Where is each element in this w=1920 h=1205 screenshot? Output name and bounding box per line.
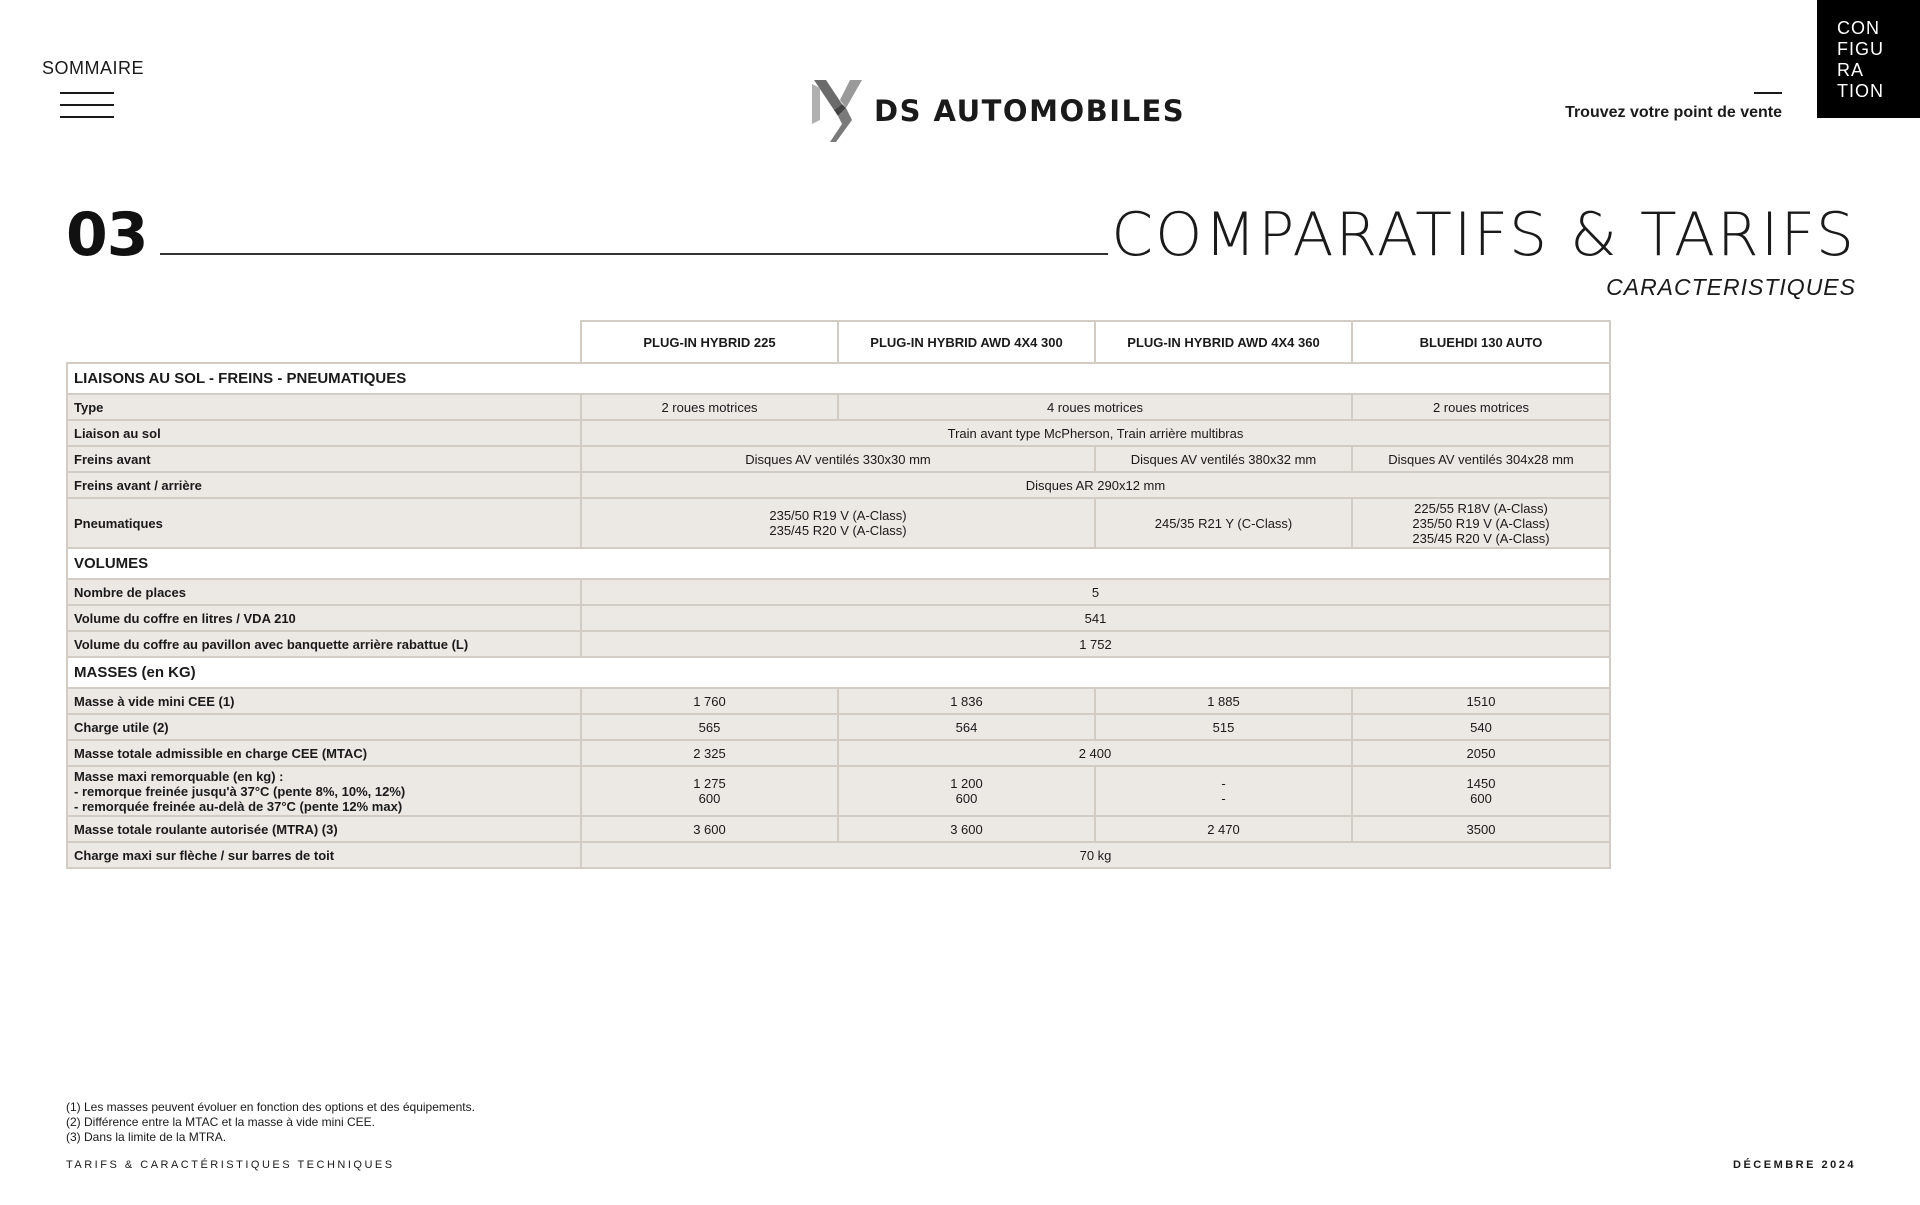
table-cell: Disques AV ventilés 330x30 mm [581, 446, 1095, 472]
row-label: Masse à vide mini CEE (1) [67, 688, 581, 714]
table-cell: 225/55 R18V (A-Class) 235/50 R19 V (A-Class) 235/45 R20 V (A-Class) [1352, 498, 1610, 548]
sommaire-label: SOMMAIRE [42, 58, 145, 78]
config-line: TION [1837, 81, 1884, 101]
table-cell: 245/35 R21 Y (C-Class) [1095, 498, 1352, 548]
table-cell: 3 600 [581, 816, 838, 842]
row-label: Nombre de places [67, 579, 581, 605]
table-header-blank [67, 321, 581, 363]
table-cell: 1510 [1352, 688, 1610, 714]
table-cell: 540 [1352, 714, 1610, 740]
table-cell: 5 [581, 579, 1610, 605]
footnote: (2) Différence entre la MTAC et la masse à vide mini CEE. [66, 1115, 375, 1129]
dealer-locator-link[interactable] [1565, 92, 1782, 122]
table-row [67, 472, 1610, 498]
table-row [67, 394, 1610, 420]
config-line: FIGU [1837, 39, 1884, 59]
column-header: BLUEHDI 130 AUTO [1352, 321, 1610, 363]
table-cell: 2 400 [838, 740, 1352, 766]
table-cell: Train avant type McPherson, Train arrière multibras [581, 420, 1610, 446]
table-cell: 3500 [1352, 816, 1610, 842]
footnote: (3) Dans la limite de la MTRA. [66, 1130, 227, 1144]
hamburger-icon [60, 92, 114, 128]
table-cell: 1 275 600 [581, 766, 838, 816]
row-label: Charge maxi sur flèche / sur barres de toit [67, 842, 581, 868]
table-row [67, 714, 1610, 740]
ds-logo-icon [812, 80, 864, 142]
table-cell: Disques AR 290x12 mm [581, 472, 1610, 498]
footer-document-title: TARIFS & CARACTÉRISTIQUES TECHNIQUES [66, 1159, 395, 1171]
specifications-table [66, 320, 1611, 869]
section-divider [160, 253, 1108, 255]
table-row [67, 579, 1610, 605]
table-cell: 2 roues motrices [581, 394, 838, 420]
table-cell: 3 600 [838, 816, 1095, 842]
configuration-button[interactable] [1817, 0, 1920, 118]
table-cell: 2 roues motrices [1352, 394, 1610, 420]
table-row [67, 688, 1610, 714]
section-heading: MASSES (en KG) [67, 657, 1610, 688]
table-cell: 1450 600 [1352, 766, 1610, 816]
row-label: Charge utile (2) [67, 714, 581, 740]
table-row [67, 605, 1610, 631]
row-label: Freins avant / arrière [67, 472, 581, 498]
table-row [67, 446, 1610, 472]
table-cell: 2 470 [1095, 816, 1352, 842]
row-label: Volume du coffre en litres / VDA 210 [67, 605, 581, 631]
row-label: Liaison au sol [67, 420, 581, 446]
table-cell: 541 [581, 605, 1610, 631]
row-label: Masse totale roulante autorisée (MTRA) (3) [67, 816, 581, 842]
table-cell: 70 kg [581, 842, 1610, 868]
page-title: COMPARATIFS & TARIFS [1111, 200, 1856, 270]
row-label: Pneumatiques [67, 498, 581, 548]
row-label: Freins avant [67, 446, 581, 472]
table-header-row [67, 321, 1610, 363]
column-header: PLUG-IN HYBRID AWD 4X4 300 [838, 321, 1095, 363]
table-row [67, 842, 1610, 868]
table-cell: 1 760 [581, 688, 838, 714]
row-label: Masse maxi remorquable (en kg) : - remorque freinée jusqu'à 37°C (pente 8%, 10%, 12%) - remorquée freinée au-delà de 37°C (pente 12% max) [67, 766, 581, 816]
table-section-row [67, 548, 1610, 579]
dealer-label: Trouvez votre point de vente [1565, 104, 1782, 121]
table-cell: 1 885 [1095, 688, 1352, 714]
table-cell: 2050 [1352, 740, 1610, 766]
table-cell: 515 [1095, 714, 1352, 740]
table-section-row [67, 657, 1610, 688]
logo-text: DS AUTOMOBILES [874, 94, 1186, 128]
footnotes [66, 1100, 475, 1145]
table-cell: 1 752 [581, 631, 1610, 657]
footer-date: DÉCEMBRE 2024 [1733, 1159, 1856, 1171]
table-cell: Disques AV ventilés 304x28 mm [1352, 446, 1610, 472]
table-row [67, 498, 1610, 548]
table-row [67, 740, 1610, 766]
table-cell: 4 roues motrices [838, 394, 1352, 420]
table-row [67, 420, 1610, 446]
page-subtitle: CARACTERISTIQUES [1606, 274, 1856, 300]
column-header: PLUG-IN HYBRID 225 [581, 321, 838, 363]
section-heading: VOLUMES [67, 548, 1610, 579]
table-cell: 2 325 [581, 740, 838, 766]
table-cell: Disques AV ventilés 380x32 mm [1095, 446, 1352, 472]
section-heading: LIAISONS AU SOL - FREINS - PNEUMATIQUES [67, 363, 1610, 394]
ds-automobiles-logo[interactable] [812, 80, 1185, 142]
table-cell: 564 [838, 714, 1095, 740]
config-line: CON [1837, 18, 1880, 38]
row-label: Volume du coffre au pavillon avec banquette arrière rabattue (L) [67, 631, 581, 657]
footnote: (1) Les masses peuvent évoluer en fonction des options et des équipements. [66, 1100, 475, 1114]
table-row [67, 631, 1610, 657]
dealer-divider [1754, 92, 1782, 94]
table-section-row [67, 363, 1610, 394]
column-header: PLUG-IN HYBRID AWD 4X4 360 [1095, 321, 1352, 363]
table-cell: 1 200 600 [838, 766, 1095, 816]
table-cell: 1 836 [838, 688, 1095, 714]
section-number: 03 [66, 200, 148, 270]
table-cell: 235/50 R19 V (A-Class) 235/45 R20 V (A-Class) [581, 498, 1095, 548]
table-cell: - - [1095, 766, 1352, 816]
row-label: Masse totale admissible en charge CEE (MTAC) [67, 740, 581, 766]
table-row [67, 816, 1610, 842]
sommaire-menu-button[interactable] [42, 58, 144, 79]
row-label: Type [67, 394, 581, 420]
config-line: RA [1837, 60, 1865, 80]
table-row [67, 766, 1610, 816]
table-cell: 565 [581, 714, 838, 740]
